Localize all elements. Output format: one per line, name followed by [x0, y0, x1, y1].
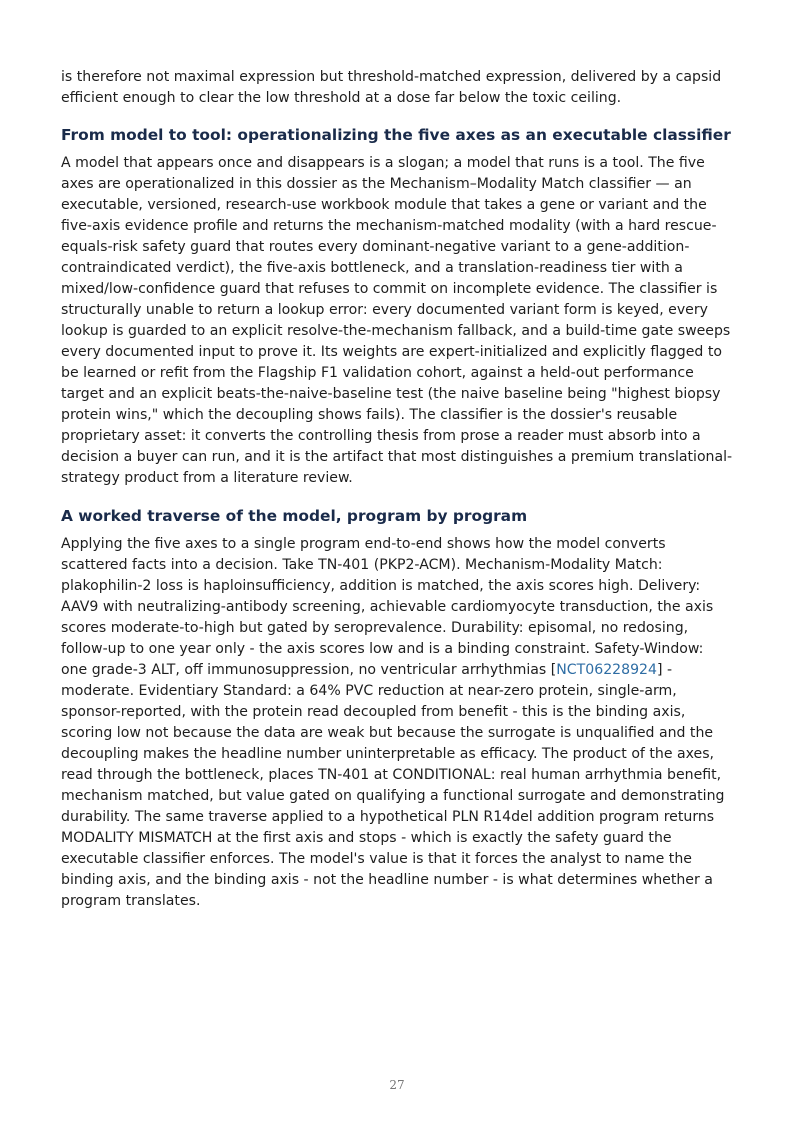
section-heading-model-to-tool: From model to tool: operationalizing the five axes as an executable classifier	[61, 126, 731, 144]
traverse-text-before-ref: Applying the five axes to a single program end-to-end shows how the model converts scattered facts into a decision. Take TN-401 (PKP2-ACM). Mechanism-Modality Match: plakophilin-2 loss is haploinsufficiency, addition is matched, the axis scores high. Delivery: AAV9 with neutralizing-antibody screening, achievable cardiomyocyte transduction, the axis scores moderate-to-high but gated by seroprevalence. Durability: episomal, no redosing, follow-up to one year only - the axis scores low and is a binding constraint. Safety-Window: one grade-3 ALT, off immunosuppression, no ventricular arrhythmias [	[61, 536, 714, 678]
section-heading-worked-traverse: A worked traverse of the model, program by program	[61, 507, 528, 525]
clinical-trial-link[interactable]: NCT06228924	[556, 662, 657, 678]
document-page	[61, 67, 734, 912]
intro-paragraph: is therefore not maximal expression but threshold-matched expression, delivered by a capsid efficient enough to clear the low threshold at a dose far below the toxic ceiling.	[61, 69, 722, 106]
section-paragraph-model-to-tool: A model that appears once and disappears is a slogan; a model that runs is a tool. The five axes are operationalized in this dossier as the Mechanism–Modality Match classifier — an executable, versioned, research-use workbook module that takes a gene or variant and the five-axis evidence profile and returns the mechanism-matched modality (with a hard rescue-equals-risk safety guard that routes every dominant-negative variant to a gene-addition-contraindicated verdict), the five-axis bottleneck, and a translation-readiness tier with a mixed/low-confidence guard that refuses to commit on incomplete evidence. The classifier is structurally unable to return a lookup error: every documented variant form is keyed, every lookup is guarded to an explicit resolve-the-mechanism fallback, and a build-time gate sweeps every documented input to prove it. Its weights are expert-initialized and explicitly flagged to be learned or refit from the Flagship F1 validation cohort, against a held-out performance target and an explicit beats-the-naive-baseline test (the naive baseline being "highest biopsy protein wins," which the decoupling shows fails). The classifier is the dossier's reusable proprietary asset: it converts the controlling thesis from prose a reader must absorb into a decision a buyer can run, and it is the artifact that most distinguishes a premium translational-strategy product from a literature review.	[61, 155, 733, 486]
page-number: 27	[389, 1078, 405, 1092]
traverse-text-after-ref: ] - moderate. Evidentiary Standard: a 64% PVC reduction at near-zero protein, single-arm, sponsor-reported, with the protein read decoupled from benefit - this is the binding axis, scoring low not because the data are weak but because the surrogate is unqualified and the decoupling makes the headline number uninterpretable as efficacy. The product of the axes, read through the bottleneck, places TN-401 at CONDITIONAL: real human arrhythmia benefit, mechanism matched, but value gated on qualifying a functional surrogate and demonstrating durability. The same traverse applied to a hypothetical PLN R14del addition program returns MODALITY MISMATCH at the first axis and stops - which is exactly the safety guard the executable classifier enforces. The model's value is that it forces the analyst to name the binding axis, and the binding axis - not the headline number - is what determines whether a program translates.	[61, 662, 725, 909]
section-paragraph-worked-traverse	[61, 534, 734, 912]
